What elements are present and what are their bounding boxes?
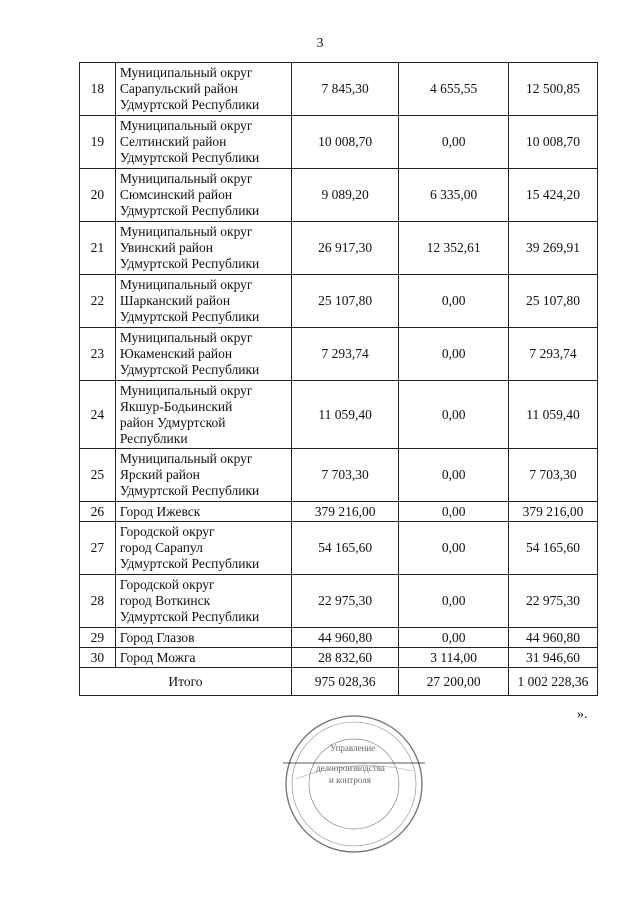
amount-column-1: 7 703,30 <box>291 449 398 502</box>
municipality-name <box>115 648 291 668</box>
municipality-name <box>115 275 291 328</box>
table-row <box>80 116 598 169</box>
amount-total-column: 7 703,30 <box>508 449 597 502</box>
table-row <box>80 169 598 222</box>
municipality-name <box>115 575 291 628</box>
municipality-name-line: район Удмуртской <box>119 414 226 430</box>
municipality-name-line: Город Глазов <box>119 629 195 645</box>
row-number: 18 <box>80 63 116 116</box>
row-number: 19 <box>80 116 116 169</box>
amount-total-column: 12 500,85 <box>508 63 597 116</box>
seal-line-3: и контроля <box>329 775 371 785</box>
amount-total-column: 15 424,20 <box>508 169 597 222</box>
row-number: 27 <box>80 522 116 575</box>
seal-line-2: делопроизводства <box>316 763 385 773</box>
municipality-name-line: Удмуртской Республики <box>119 362 260 377</box>
municipality-name <box>115 63 291 116</box>
amount-column-2: 0,00 <box>399 575 509 628</box>
table-row <box>80 648 598 668</box>
row-number: 25 <box>80 449 116 502</box>
table-row <box>80 63 598 116</box>
municipality-name-line: Городской округ <box>119 577 215 592</box>
municipality-name-line: Удмуртской Республики <box>119 609 260 624</box>
municipality-name-line: Удмуртской Республики <box>119 203 260 218</box>
amount-column-1: 7 293,74 <box>291 328 398 381</box>
table-row <box>80 628 598 648</box>
amount-column-1: 25 107,80 <box>291 275 398 328</box>
amount-column-1: 26 917,30 <box>291 222 398 275</box>
amount-column-2: 0,00 <box>399 328 509 381</box>
municipality-name <box>115 169 291 222</box>
municipality-name-line: Удмуртской Республики <box>119 256 260 271</box>
amount-column-1: 379 216,00 <box>291 502 398 522</box>
amount-column-2: 0,00 <box>399 449 509 502</box>
round-seal-stamp <box>283 713 425 855</box>
amount-column-1: 7 845,30 <box>291 63 398 116</box>
total-amount-overall: 1 002 228,36 <box>508 668 597 696</box>
municipality-name-line: Муниципальный округ <box>119 277 253 292</box>
amount-column-2: 0,00 <box>399 522 509 575</box>
amount-column-2: 0,00 <box>399 275 509 328</box>
municipality-name <box>115 116 291 169</box>
page-number: 3 <box>316 36 324 51</box>
municipality-name-line: Город Можга <box>119 649 196 665</box>
row-number: 23 <box>80 328 116 381</box>
municipality-name-line: Муниципальный округ <box>119 118 253 133</box>
municipality-name-line: Город Ижевск <box>119 503 201 519</box>
municipality-name <box>115 522 291 575</box>
row-number: 20 <box>80 169 116 222</box>
municipality-name-line: Юкаменский район <box>119 346 233 361</box>
municipality-name-line: Удмуртской Республики <box>119 309 260 324</box>
amount-total-column: 7 293,74 <box>508 328 597 381</box>
amount-column-2: 0,00 <box>399 502 509 522</box>
municipality-name-line: Муниципальный округ <box>119 451 253 466</box>
amount-column-2: 6 335,00 <box>399 169 509 222</box>
municipality-name <box>115 328 291 381</box>
table-row <box>80 502 598 522</box>
closing-quote: ». <box>577 707 588 722</box>
amount-column-1: 11 059,40 <box>291 381 398 449</box>
table-row <box>80 275 598 328</box>
amount-column-2: 3 114,00 <box>399 648 509 668</box>
amount-column-2: 4 655,55 <box>399 63 509 116</box>
amount-total-column: 31 946,60 <box>508 648 597 668</box>
municipality-name-line: Ярский район <box>119 467 200 482</box>
municipality-name-line: Сарапульский район <box>119 81 238 96</box>
municipality-name-line: Удмуртской Республики <box>119 556 260 571</box>
municipality-name-line: Сюмсинский район <box>119 187 233 202</box>
row-number: 29 <box>80 628 116 648</box>
municipality-name-line: Муниципальный округ <box>119 171 253 186</box>
municipality-name-line: Республики <box>119 430 188 446</box>
budget-table <box>79 62 598 696</box>
municipality-name <box>115 222 291 275</box>
amount-total-column: 44 960,80 <box>508 628 597 648</box>
amount-total-column: 379 216,00 <box>508 502 597 522</box>
amount-column-2: 0,00 <box>399 116 509 169</box>
amount-total-column: 25 107,80 <box>508 275 597 328</box>
total-row <box>80 668 598 696</box>
row-number: 24 <box>80 381 116 449</box>
row-number: 22 <box>80 275 116 328</box>
amount-column-2: 0,00 <box>399 381 509 449</box>
total-amount-2: 27 200,00 <box>399 668 509 696</box>
amount-column-1: 9 089,20 <box>291 169 398 222</box>
amount-column-1: 28 832,60 <box>291 648 398 668</box>
amount-column-1: 54 165,60 <box>291 522 398 575</box>
municipality-name-line: Удмуртской Республики <box>119 97 260 112</box>
municipality-name <box>115 449 291 502</box>
municipality-name-line: город Сарапул <box>119 540 203 555</box>
municipality-name-line: Увинский район <box>119 240 214 255</box>
municipality-name-line: Шарканский район <box>119 293 231 308</box>
municipality-name-line: Муниципальный округ <box>119 382 253 398</box>
row-number: 21 <box>80 222 116 275</box>
total-amount-1: 975 028,36 <box>291 668 398 696</box>
table-row <box>80 222 598 275</box>
table-row <box>80 522 598 575</box>
municipality-name-line: Муниципальный округ <box>119 65 253 80</box>
row-number: 30 <box>80 648 116 668</box>
amount-total-column: 22 975,30 <box>508 575 597 628</box>
total-label: Итого <box>80 668 292 696</box>
amount-column-1: 22 975,30 <box>291 575 398 628</box>
municipality-name-line: Якшур-Бодьинский <box>119 398 233 414</box>
amount-column-2: 12 352,61 <box>399 222 509 275</box>
municipality-name-line: Селтинский район <box>119 134 227 149</box>
amount-total-column: 39 269,91 <box>508 222 597 275</box>
amount-total-column: 54 165,60 <box>508 522 597 575</box>
municipality-name-line: Удмуртской Республики <box>119 150 260 165</box>
budget-table-body <box>80 63 598 696</box>
municipality-name-line: город Воткинск <box>119 593 211 608</box>
municipality-name-line: Муниципальный округ <box>119 330 253 345</box>
municipality-name <box>115 628 291 648</box>
row-number: 28 <box>80 575 116 628</box>
municipality-name <box>115 381 291 449</box>
amount-column-1: 10 008,70 <box>291 116 398 169</box>
amount-total-column: 10 008,70 <box>508 116 597 169</box>
table-row <box>80 328 598 381</box>
municipality-name-line: Городской округ <box>119 524 215 539</box>
seal-line-1: Управление <box>330 743 376 753</box>
row-number: 26 <box>80 502 116 522</box>
table-row <box>80 575 598 628</box>
municipality-name <box>115 502 291 522</box>
municipality-name-line: Муниципальный округ <box>119 224 253 239</box>
amount-column-2: 0,00 <box>399 628 509 648</box>
municipality-name-line: Удмуртской Республики <box>119 483 260 498</box>
amount-total-column: 11 059,40 <box>508 381 597 449</box>
amount-column-1: 44 960,80 <box>291 628 398 648</box>
table-row <box>80 449 598 502</box>
table-row <box>80 381 598 449</box>
